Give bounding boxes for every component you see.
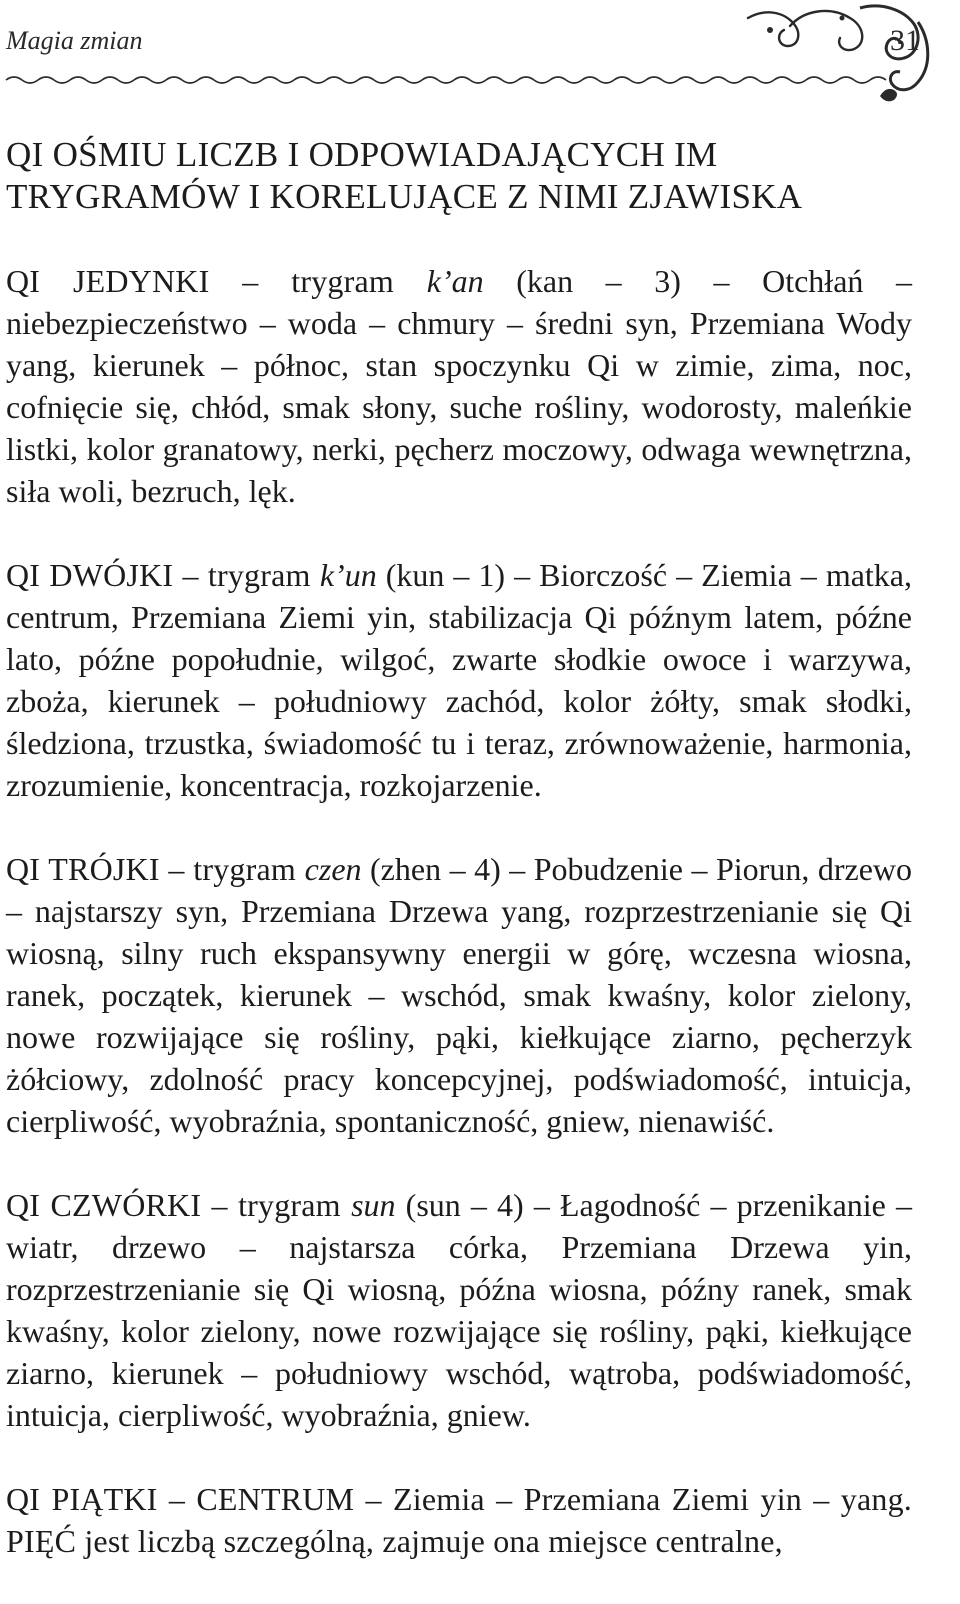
trigram-name: k’an [426, 263, 484, 299]
paragraph-lead: QI PIĄTKI – CENTRUM – Ziemia – Przemiana Ziemi yin – yang. PIĘĆ jest liczbą szczególną, zajmuje ona miejsce centralne, [6, 1481, 912, 1559]
paragraph-lead: QI CZWÓRKI – trygram [6, 1187, 352, 1223]
paragraph-qi-dwojki [6, 554, 912, 806]
paragraph-text: (kan – 3) – Otchłań – niebezpieczeństwo – woda – chmury – średni syn, Przemiana Wody yang, kierunek – północ, stan spoczynku Qi w zimie, zima, noc, cofnięcie się, chłód, smak słony, suche rośliny, wodorosty, maleńkie listki, kolor granatowy, nerki, pęcherz moczowy, odwaga wewnętrzna, siła woli, bezruch, lęk. [6, 263, 913, 509]
paragraph-text: (zhen – 4) – Pobudzenie – Piorun, drzewo – najstarszy syn, Przemiana Drzewa yang, rozprzestrzenianie się Qi wiosną, silny ruch ekspansywny energii w górę, wczesna wiosna, ranek, początek, kierunek – wschód, smak kwaśny, kolor zielony, nowe rozwijające się rośliny, pąki, kiełkujące ziarno, pęcherzyk żółciowy, zdolność pracy koncepcyjnej, podświadomość, intuicja, cierpliwość, wyobraźnia, spontaniczność, gniew, nienawiść. [6, 851, 912, 1139]
paragraph-qi-czworki [6, 1184, 912, 1436]
trigram-name: sun [351, 1187, 396, 1223]
section-heading: QI OŚMIU LICZB I ODPOWIADAJĄCYCH IM TRYGRAMÓW I KORELUJĄCE Z NIMI ZJAWISKA [6, 135, 803, 216]
paragraph-qi-trojki [6, 848, 912, 1142]
paragraph-lead: QI JEDYNKI – trygram [6, 263, 427, 299]
paragraph-qi-jedynki [6, 260, 912, 512]
trigram-name: czen [304, 851, 362, 887]
paragraph-lead: QI DWÓJKI – trygram [6, 557, 320, 593]
page-number: 31 [890, 24, 920, 57]
page-body [6, 134, 912, 1604]
paragraph-text: (kun – 1) – Biorczość – Ziemia – matka, centrum, Przemiana Ziemi yin, stabilizacja Qi późnym latem, późne lato, późne popołudnie, wilgoć, zwarte słodkie owoce i warzywa, zboża, kierunek – południowy zachód, kolor żółty, smak słodki, śledziona, trzustka, świadomość tu i teraz, zrównoważenie, harmonia, zrozumienie, koncentracja, rozkojarzenie. [6, 557, 913, 803]
page-header [0, 0, 960, 110]
paragraph-qi-piatki [6, 1478, 912, 1562]
running-title: Magia zmian [6, 26, 143, 55]
paragraph-text: (sun – 4) – Łagodność – przenikanie – wiatr, drzewo – najstarsza córka, Przemiana Drzewa yin, rozprzestrzenianie się Qi wiosną, późna wiosna, późny ranek, smak kwaśny, kolor zielony, nowe rozwijające się rośliny, pąki, kiełkujące ziarno, kierunek – południowy wschód, wątroba, podświadomość, intuicja, cierpliwość, wyobraźnia, gniew. [6, 1187, 912, 1433]
paragraph-lead: QI TRÓJKI – trygram [6, 851, 305, 887]
trigram-name: k’un [319, 557, 377, 593]
flourish-ornament-icon [0, 0, 960, 110]
